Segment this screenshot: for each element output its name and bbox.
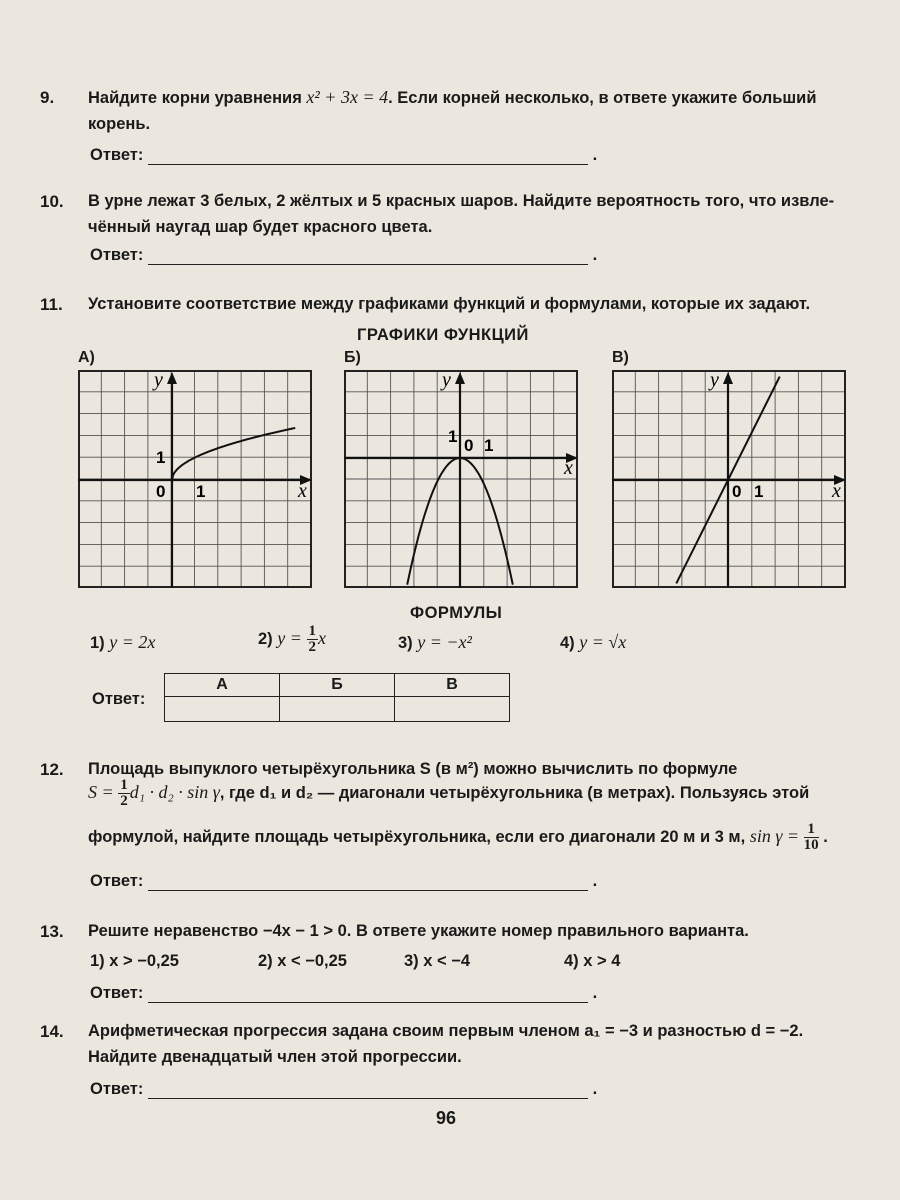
answer-table-header-c: В <box>395 674 510 697</box>
q13-number: 13. <box>40 922 64 941</box>
q10-answer-line[interactable] <box>148 264 588 265</box>
answer-cell-b[interactable] <box>280 697 395 722</box>
q14-answer-line[interactable] <box>148 1098 588 1099</box>
formula-4-expr: y = √x <box>579 632 627 652</box>
q12-frac-num: 1 <box>120 777 128 793</box>
q11-answer-table <box>164 673 510 722</box>
graph-b-zero: 0 <box>464 436 474 455</box>
answer-table-header-a: А <box>165 674 280 697</box>
q11-text: Установите соответствие между графиками функций и формулами, которые их задают. <box>88 295 811 313</box>
graph-c-y-arrow <box>723 372 733 384</box>
answer-table-header-b: Б <box>280 674 395 697</box>
graph-a-zero: 0 <box>156 482 166 501</box>
q13-option-4: 4) x > 4 <box>564 952 621 970</box>
q11-answer-label: Ответ: <box>92 690 146 708</box>
formula-2-fraction <box>307 624 319 655</box>
q9-text-b: . Если корней несколько, в ответе укажите больший <box>388 89 817 107</box>
q14-answer: Ответ: . <box>90 1080 598 1098</box>
formula-1-number: 1) <box>90 634 105 652</box>
graph-c-zero: 0 <box>732 482 742 501</box>
q10-number: 10. <box>40 192 64 211</box>
q14-number: 14. <box>40 1022 64 1041</box>
formula-2-frac-den: 2 <box>308 639 316 655</box>
q13-answer-line[interactable] <box>148 1002 588 1003</box>
q11-number: 11. <box>40 295 63 314</box>
graph-c-y-label: y <box>710 370 719 391</box>
q12-line3-text: формулой, найдите площадь четырёхугольника, если его диагонали 20 м и 3 м, <box>88 827 746 846</box>
graph-b <box>344 370 580 590</box>
q13-text: Решите неравенство −4x − 1 > 0. В ответе укажите номер правильного варианта. <box>88 922 749 940</box>
graph-b-label: Б) <box>344 349 361 366</box>
q12-frac-den: 2 <box>120 793 128 809</box>
q10-answer: Ответ: . <box>90 246 598 264</box>
q12-formula-post: d₁ · d₂ · sin γ <box>129 781 220 802</box>
q12-answer-label: Ответ: <box>90 872 144 890</box>
q12-answer-line[interactable] <box>148 890 588 891</box>
q12-line1: Площадь выпуклого четырёхугольника S (в м²) можно вычислить по формуле <box>88 760 738 778</box>
q10-answer-label: Ответ: <box>90 246 144 264</box>
q9-text-c: корень. <box>88 115 151 133</box>
q12-sin-pre: sin γ = <box>749 825 800 846</box>
formula-3-expr: y = −x² <box>417 632 472 652</box>
graph-b-one-y: 1 <box>448 427 458 446</box>
graph-a-y-arrow <box>167 372 177 384</box>
graph-b-y-arrow <box>455 372 465 384</box>
q12-fraction <box>118 778 130 809</box>
q14-line2: Найдите двенадцатый член этой прогрессии. <box>88 1048 462 1066</box>
q10-text <box>88 188 888 240</box>
graph-b-y-label: y <box>442 370 451 391</box>
formula-2-frac-num: 1 <box>308 623 316 639</box>
q12-line3: формулой, найдите площадь четырёхугольника, если его диагонали 20 м и 3 м, sin γ = $\frac{1}{10}$ . <box>88 821 828 853</box>
q12-line2-rest: , где d₁ и d₂ — диагонали четырёхугольника (в метрах). Пользуясь этой <box>219 783 810 802</box>
graph-c-label: В) <box>612 349 629 366</box>
formula-1 <box>90 632 155 653</box>
formula-4 <box>560 632 626 653</box>
graphs-heading: ГРАФИКИ ФУНКЦИЙ <box>357 326 529 344</box>
formula-4-number: 4) <box>560 634 575 652</box>
q9-equation: x² + 3x = 4 <box>306 87 389 107</box>
q12-sin-den: 10 <box>803 837 819 853</box>
graph-c-x-label: x <box>832 480 841 502</box>
q12-answer: Ответ: . <box>90 872 598 890</box>
graph-c-one-x: 1 <box>754 482 764 501</box>
formula-2 <box>258 624 326 655</box>
q14-answer-label: Ответ: <box>90 1080 144 1098</box>
q13-answer: Ответ: . <box>90 984 598 1002</box>
q9-text <box>88 84 888 137</box>
q12-sin-fraction <box>804 822 819 853</box>
graph-a-label: А) <box>78 349 95 366</box>
q13-option-2: 2) x < −0,25 <box>258 952 347 970</box>
formula-2-pre: y = <box>277 627 302 648</box>
q14-line1: Арифметическая прогрессия задана своим первым членом a₁ = −3 и разностью d = −2. <box>88 1022 804 1040</box>
answer-cell-c[interactable] <box>395 697 510 722</box>
q12-sin-num: 1 <box>804 822 819 838</box>
graph-b-x-label: x <box>564 457 573 479</box>
q13-option-3: 3) x < −4 <box>404 952 471 970</box>
formula-2-number: 2) <box>258 629 273 648</box>
q9-answer-label: Ответ: <box>90 146 144 164</box>
q12-formula-pre: S = <box>88 781 114 802</box>
graph-a-one-x: 1 <box>196 482 206 501</box>
q10-line1: В урне лежат 3 белых, 2 жёлтых и 5 красных шаров. Найдите вероятность того, что извле- <box>88 192 835 210</box>
q14-text <box>88 1018 898 1070</box>
formula-3-number: 3) <box>398 634 413 652</box>
q13-option-1: 1) x > −0,25 <box>90 952 179 970</box>
formulas-heading: ФОРМУЛЫ <box>410 604 503 622</box>
page-number: 96 <box>436 1108 457 1128</box>
formula-2-post: x <box>318 627 326 648</box>
q9-text-a: Найдите корни уравнения <box>88 89 302 107</box>
q13-answer-label: Ответ: <box>90 984 144 1002</box>
graph-a <box>78 370 314 590</box>
q12-number: 12. <box>40 760 64 779</box>
graph-a-x-label: x <box>298 480 307 502</box>
q9-answer-line[interactable] <box>148 164 588 165</box>
q9-answer: Ответ: . <box>90 146 598 164</box>
formula-1-expr: y = 2x <box>109 632 156 652</box>
answer-cell-a[interactable] <box>165 697 280 722</box>
q10-line2: чённый наугад шар будет красного цвета. <box>88 218 433 236</box>
graph-a-y-label: y <box>154 370 163 391</box>
graph-c <box>612 370 848 590</box>
q12-line2 <box>88 778 893 809</box>
graph-b-one-x: 1 <box>484 436 494 455</box>
graph-a-one-y: 1 <box>156 448 166 467</box>
formula-3 <box>398 632 472 653</box>
q9-number: 9. <box>40 88 55 107</box>
